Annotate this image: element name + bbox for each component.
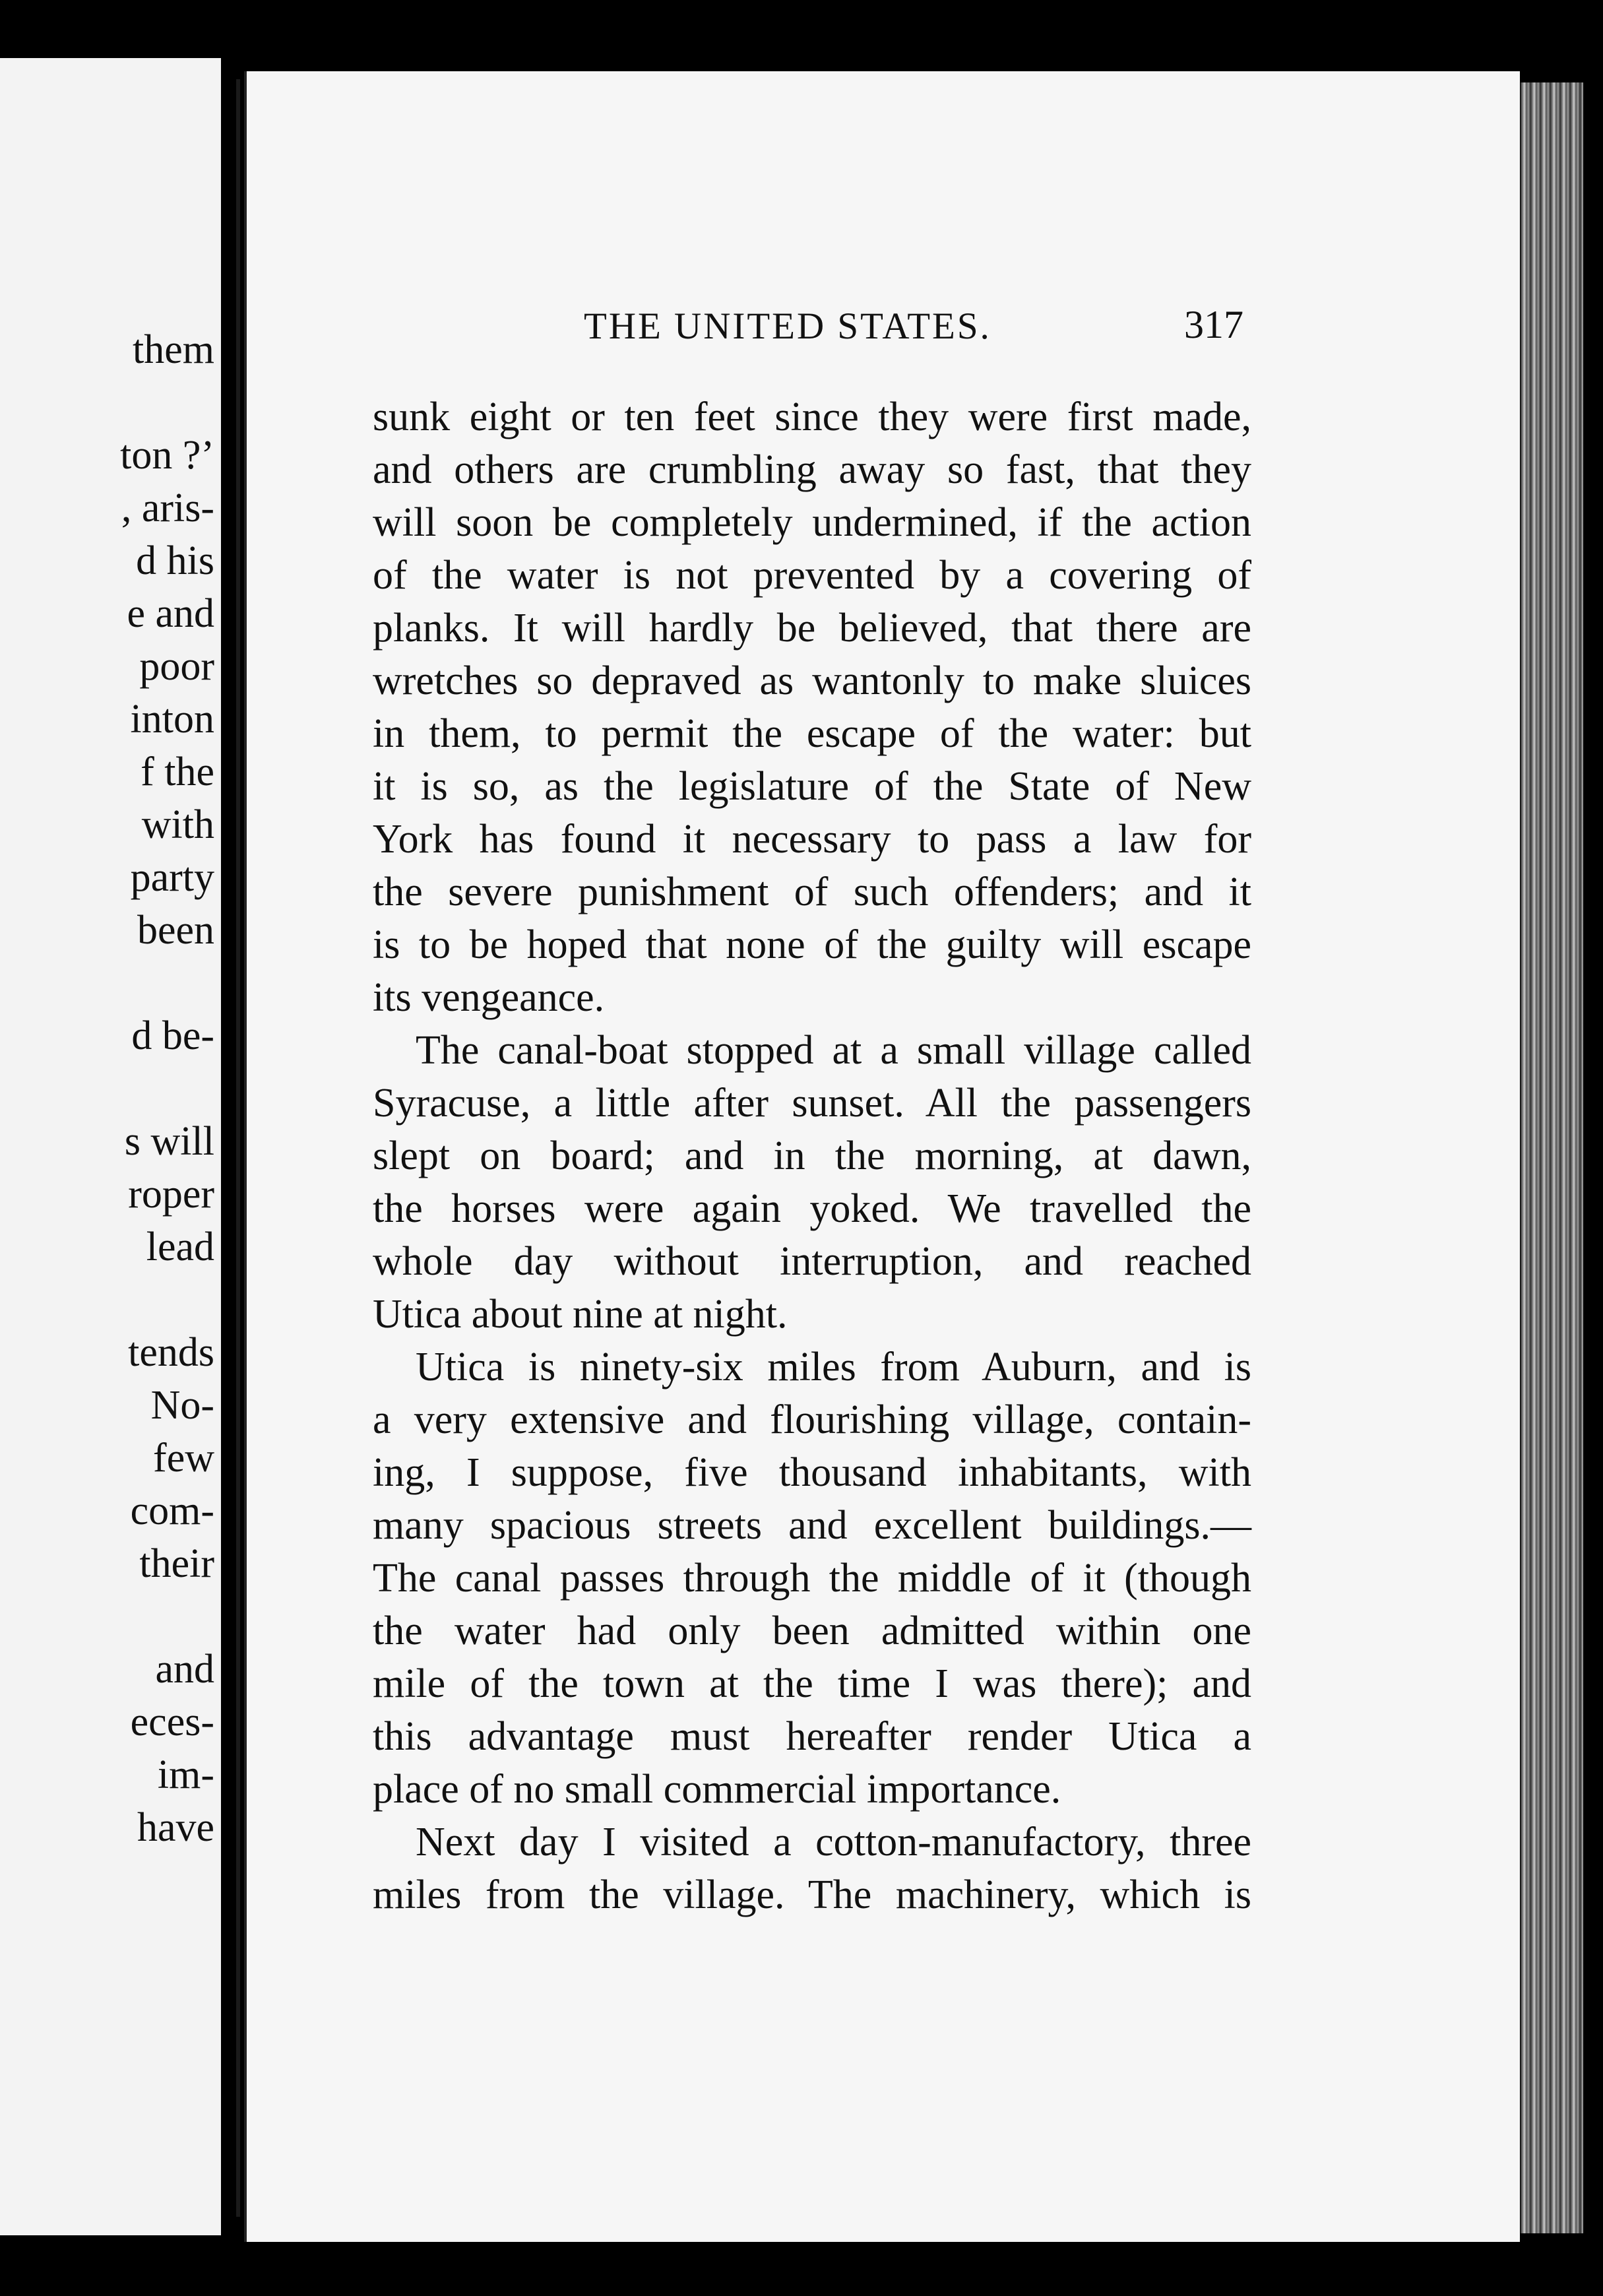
left-page-line: f the <box>141 749 214 794</box>
body-line: a very extensive and flourishing village, contain- <box>373 1397 1251 1442</box>
left-page-line: lead <box>146 1225 214 1269</box>
body-line: the severe punishment of such offenders; and it <box>373 870 1251 914</box>
left-page-line: roper <box>128 1172 214 1217</box>
left-facing-page <box>0 58 221 2235</box>
page-stack-edge <box>1521 82 1583 2233</box>
body-line: it is so, as the legislature of the State of New <box>373 764 1251 809</box>
gutter-shadow <box>236 79 240 2217</box>
left-page-line: have <box>137 1805 214 1850</box>
body-line: the horses were again yoked. We travelled the <box>373 1186 1251 1231</box>
left-page-line: tends <box>128 1330 214 1375</box>
body-line: York has found it necessary to pass a law for <box>373 817 1251 862</box>
body-line: and others are crumbling away so fast, that they <box>373 447 1251 492</box>
body-line: miles from the village. The machinery, which is <box>373 1872 1251 1917</box>
left-page-line: eces- <box>130 1700 214 1744</box>
left-page-line: with <box>141 802 214 847</box>
left-page-line: d be- <box>131 1013 214 1058</box>
body-line: many spacious streets and excellent buildings.— <box>373 1503 1251 1548</box>
body-line: wretches so depraved as wantonly to make sluices <box>373 658 1251 703</box>
body-line: The canal passes through the middle of it (though <box>373 1556 1251 1601</box>
body-line: mile of the town at the time I was there); and <box>373 1661 1251 1706</box>
left-page-line: s will <box>124 1119 214 1164</box>
left-page-line: ton ?’ <box>120 433 214 478</box>
body-line: sunk eight or ten feet since they were first made, <box>373 395 1251 439</box>
page-number: 317 <box>1184 303 1243 346</box>
left-page-line: and <box>155 1647 214 1692</box>
left-page-line: party <box>130 855 214 900</box>
body-line: in them, to permit the escape of the water: but <box>373 711 1251 756</box>
body-line: this advantage must hereafter render Utica a <box>373 1714 1251 1759</box>
body-line: slept on board; and in the morning, at dawn, <box>373 1133 1251 1178</box>
body-line: of the water is not prevented by a covering of <box>373 553 1251 598</box>
left-page-line: im- <box>157 1752 214 1797</box>
body-line: place of no small commercial importance. <box>373 1767 1061 1812</box>
body-line: is to be hoped that none of the guilty will escape <box>373 922 1251 967</box>
left-page-line: e and <box>127 591 214 636</box>
body-line: its vengeance. <box>373 975 605 1020</box>
left-page-line: inton <box>130 697 214 742</box>
body-line: Next day I visited a cotton-manufactory, three <box>416 1820 1251 1865</box>
body-line: whole day without interruption, and reached <box>373 1239 1251 1284</box>
left-page-line: few <box>153 1436 214 1481</box>
left-page-line: , aris- <box>121 486 214 530</box>
left-page-line: No- <box>150 1383 214 1428</box>
left-page-line: them <box>133 327 214 372</box>
body-line: Utica about nine at night. <box>373 1292 788 1337</box>
left-page-line: been <box>137 908 214 953</box>
body-line: Syracuse, a little after sunset. All the passengers <box>373 1081 1251 1126</box>
body-line: will soon be completely undermined, if the action <box>373 500 1251 545</box>
body-line: ing, I suppose, five thousand inhabitants, with <box>373 1450 1251 1495</box>
body-line: Utica is ninety-six miles from Auburn, and is <box>416 1345 1251 1389</box>
left-page-line: their <box>139 1541 214 1586</box>
body-line: The canal-boat stopped at a small village called <box>416 1028 1251 1073</box>
body-line: the water had only been admitted within one <box>373 1609 1251 1653</box>
left-page-line: poor <box>139 644 214 689</box>
left-page-line: d his <box>136 538 214 583</box>
running-head: THE UNITED STATES. <box>584 305 991 347</box>
left-page-line: com- <box>130 1488 214 1533</box>
body-line: planks. It will hardly be believed, that there are <box>373 606 1251 651</box>
